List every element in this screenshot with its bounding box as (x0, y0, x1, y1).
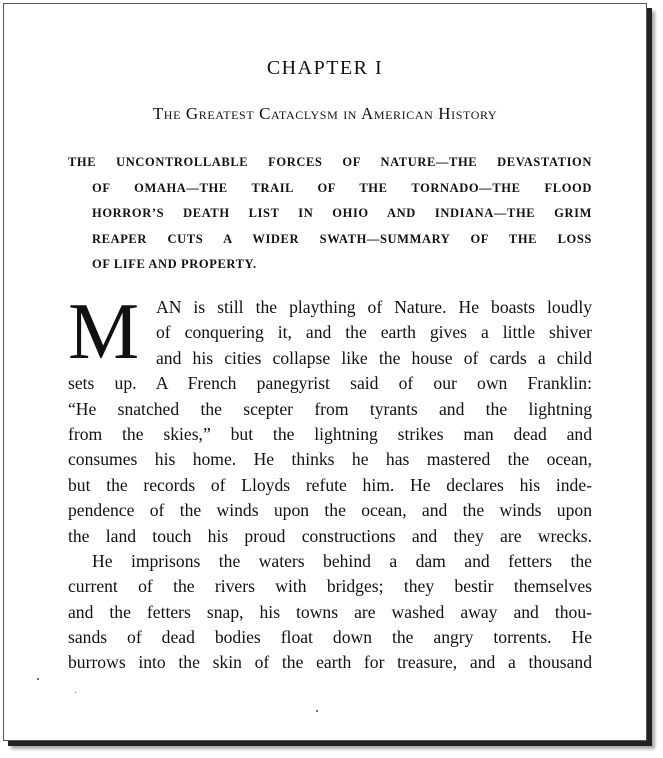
drop-cap: M (68, 288, 140, 376)
body-line: sets up. A French panegyrist said of our own Franklin: (68, 373, 592, 394)
body-line: from the skies,” but the lightning strikes man dead and (68, 423, 592, 444)
body-line: the land touch his proud constructions and they are wrecks. (68, 525, 592, 546)
body-line: sands of dead bodies float down the angry torrents. He (68, 627, 592, 648)
body-line: burrows into the skin of the earth for treasure, and a thousand (68, 652, 592, 673)
summary-line: OF LIFE AND PROPERTY. (92, 257, 257, 271)
chapter-title: The Greatest Cataclysm in American History (152, 104, 498, 123)
scan-speck (37, 678, 39, 680)
summary-line: OF OMAHA—THE TRAIL OF THE TORNADO—THE FLOOD (92, 180, 592, 195)
body-line: but the records of Lloyds refute him. He declares his inde- (68, 474, 592, 495)
body-line: current of the rivers with bridges; they bestir themselves (68, 576, 592, 597)
body-line: of conquering it, and the earth gives a little shiver (156, 322, 592, 343)
body-line: consumes his home. He thinks he has mastered the ocean, (68, 449, 592, 470)
body-line: “He snatched the scepter from tyrants and the lightning (68, 398, 592, 419)
body-line: and the fetters snap, his towns are washed away and thou- (68, 601, 592, 622)
chapter-summary (68, 150, 592, 278)
body-text (68, 288, 592, 676)
body-line: and his cities collapse like the house of cards a child (156, 347, 592, 368)
body-line: He imprisons the waters behind a dam and fetters the (92, 550, 592, 571)
book-page (3, 3, 647, 741)
summary-line: HORROR’S DEATH LIST IN OHIO AND INDIANA—THE GRIM (92, 206, 592, 220)
chapter-number: CHAPTER I (266, 57, 384, 79)
scan-speck (316, 710, 318, 712)
body-line: pendence of the winds upon the ocean, and the winds upon (68, 500, 592, 521)
scan-speck (75, 692, 76, 693)
body-line: AN is still the plaything of Nature. He boasts loudly (156, 297, 592, 317)
summary-line: REAPER CUTS A WIDER SWATH—SUMMARY OF THE LOSS (92, 231, 592, 246)
summary-line: THE UNCONTROLLABLE FORCES OF NATURE—THE DEVASTATION (68, 155, 592, 169)
